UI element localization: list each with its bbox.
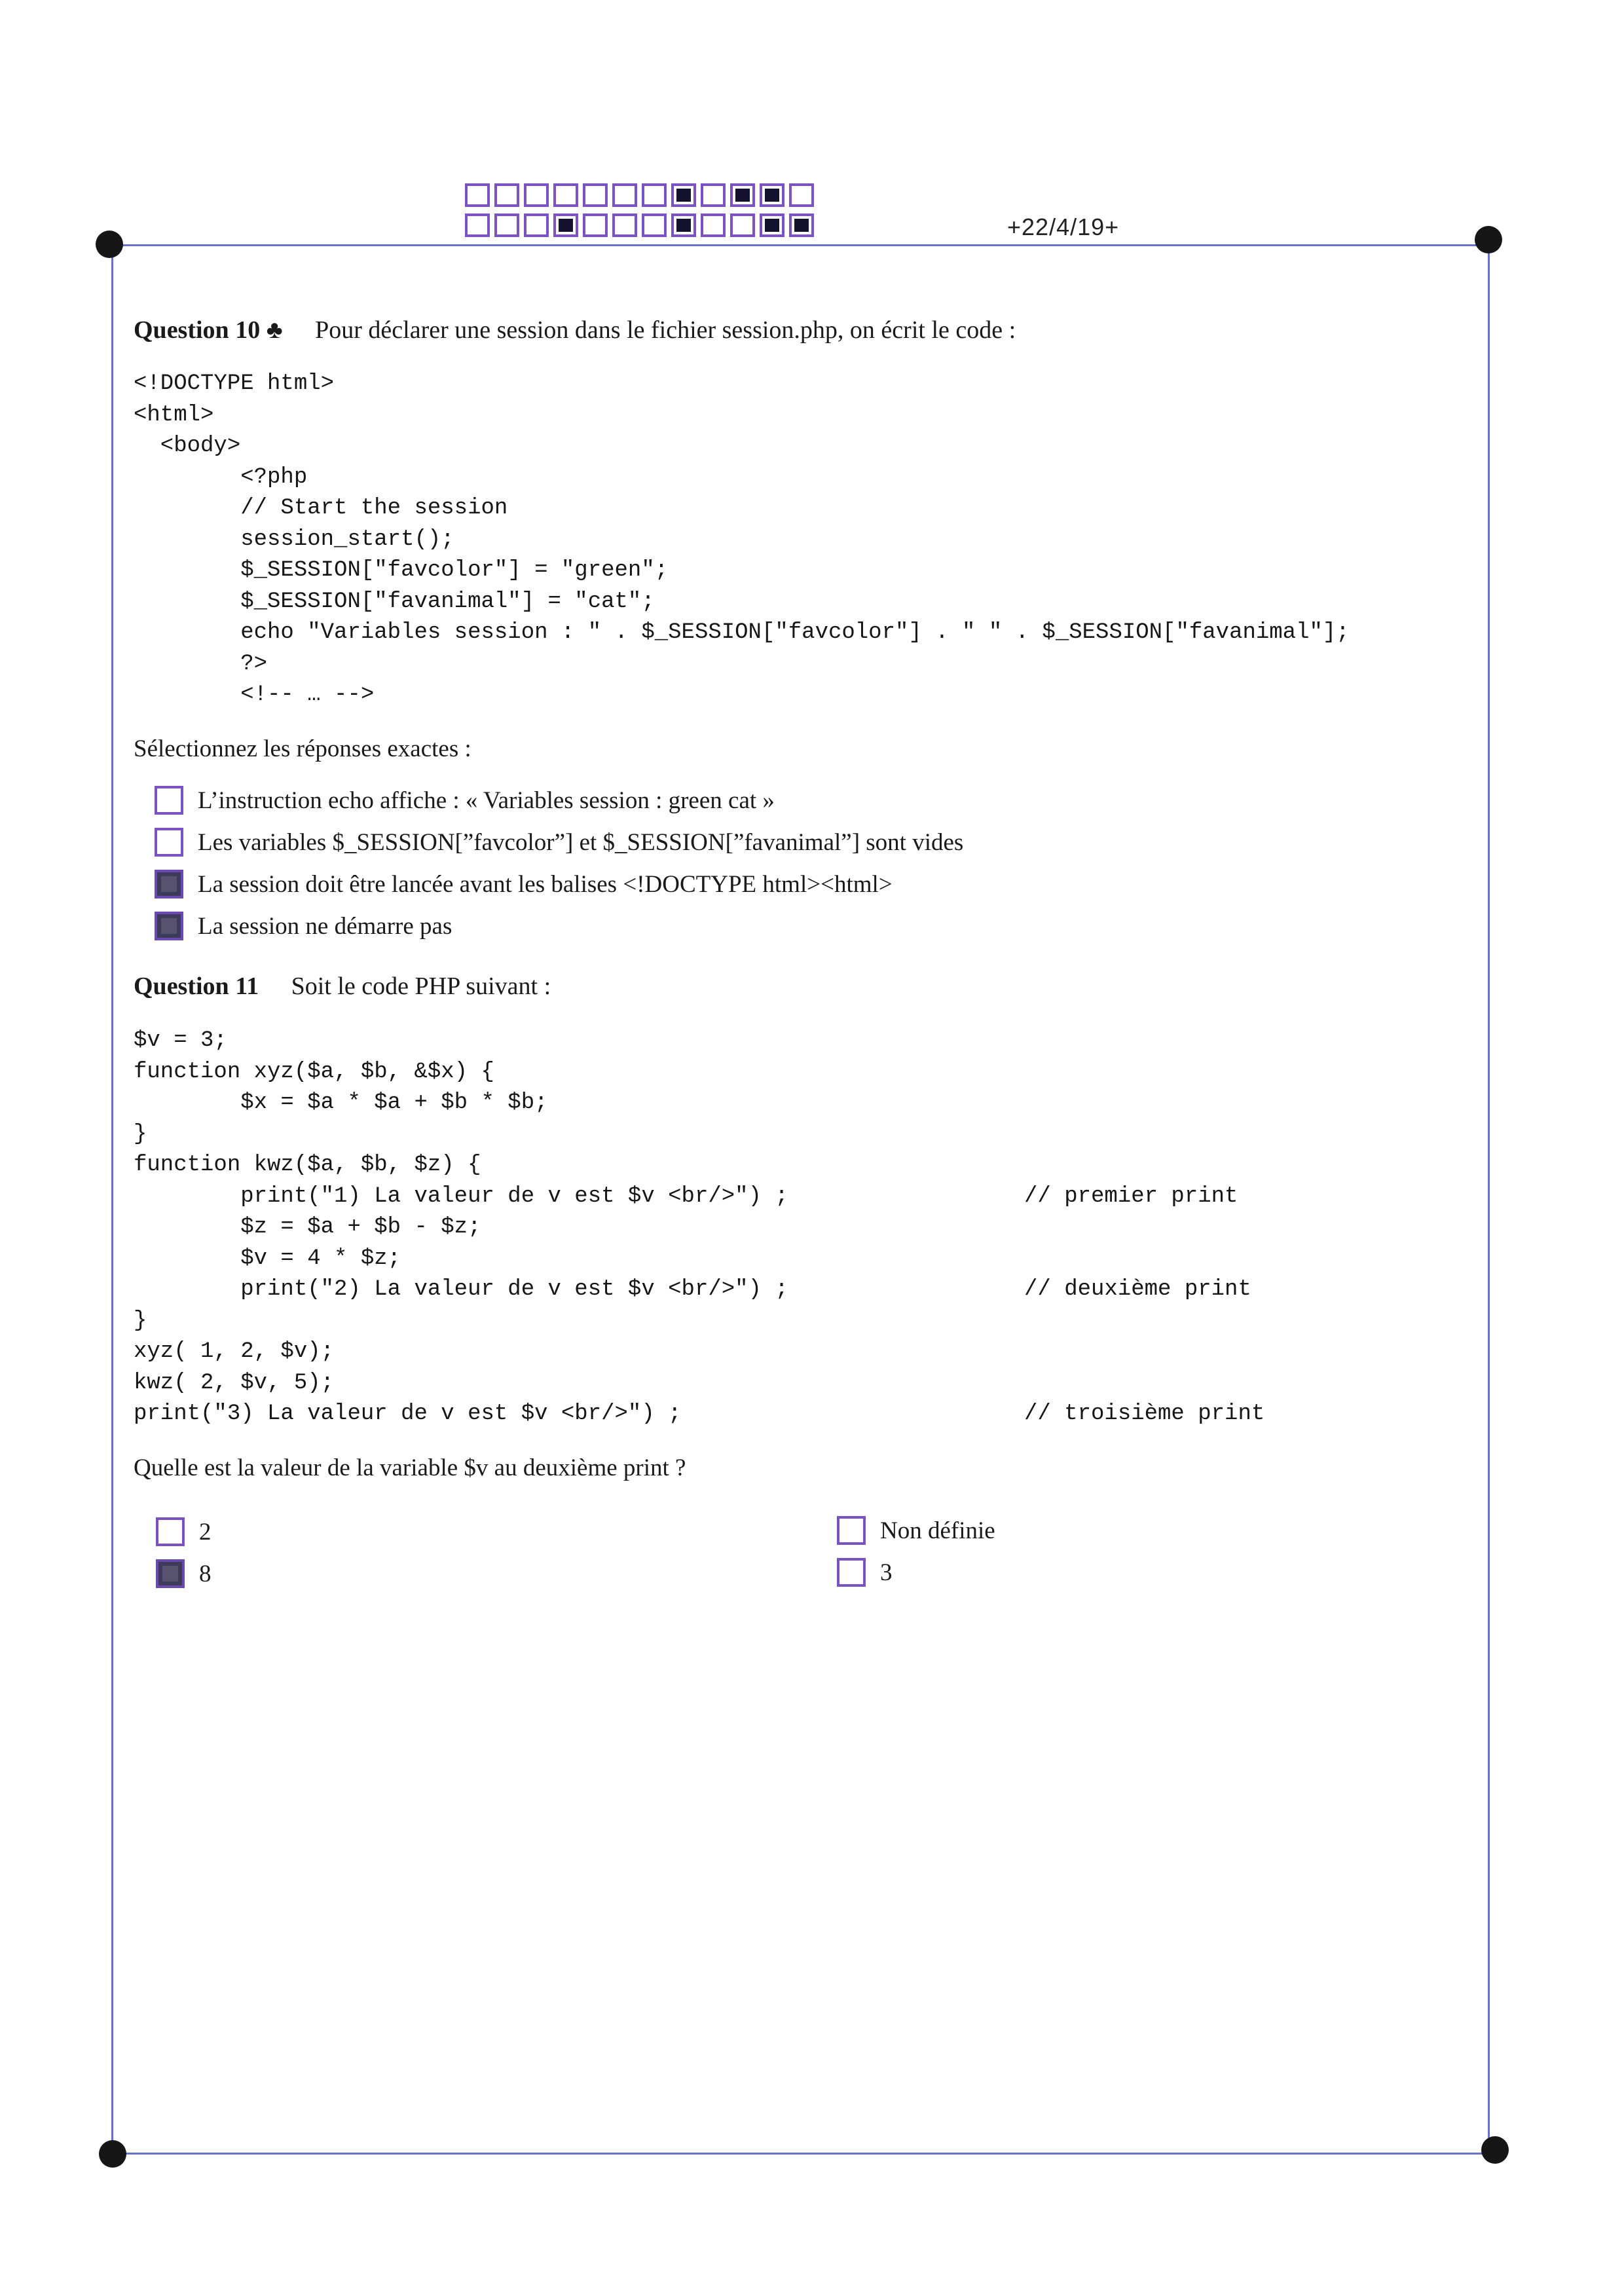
question-10-label: Question 10: [134, 316, 261, 344]
id-code-box: [612, 183, 637, 207]
code-text: }: [134, 1308, 147, 1333]
id-code-box: [612, 213, 637, 237]
id-code-box: [524, 183, 549, 207]
id-code-box: [789, 183, 814, 207]
corner-mark-top-right: [1475, 226, 1502, 253]
question-10-answer-1[interactable]: [155, 786, 775, 815]
question-11-answer-4[interactable]: [837, 1558, 893, 1587]
code-text: kwz( 2, $v, 5);: [134, 1370, 335, 1396]
question-11-answer-3[interactable]: [156, 1559, 212, 1588]
id-code-box: [760, 213, 784, 237]
code-line: [134, 1181, 1378, 1213]
code-line: [134, 1057, 1378, 1088]
code-line: [134, 1368, 1378, 1399]
id-code-box: [671, 213, 696, 237]
code-line: // Start the session: [134, 496, 508, 521]
id-code-box: [583, 183, 608, 207]
question-11-answer-1[interactable]: [156, 1517, 212, 1546]
id-code-box: [494, 183, 519, 207]
code-line: $_SESSION["favanimal"] = "cat";: [134, 589, 655, 614]
code-text: }: [134, 1121, 147, 1147]
id-code-box: [642, 213, 667, 237]
question-10-prompt: Sélectionnez les réponses exactes :: [134, 735, 471, 762]
id-code-box: [553, 213, 578, 237]
answer-checkbox[interactable]: [155, 912, 183, 940]
question-10-text: Pour déclarer une session dans le fichier session.php, on écrit le code :: [315, 316, 1016, 344]
code-text: $z = $a + $b - $z;: [134, 1215, 481, 1240]
id-code-box: [553, 183, 578, 207]
frame-left-line: [111, 244, 113, 2157]
id-code-box: [524, 213, 549, 237]
question-10-header: [134, 316, 1016, 344]
code-line: <!DOCTYPE html>: [134, 371, 335, 396]
id-code-box: [760, 183, 784, 207]
answer-label: Non définie: [880, 1517, 995, 1544]
answer-checkbox[interactable]: [155, 786, 183, 815]
frame-top-line: [109, 244, 1489, 246]
code-line: [134, 1244, 1378, 1275]
code-line: [134, 1150, 1378, 1181]
id-code-box: [701, 213, 726, 237]
code-text: xyz( 1, 2, $v);: [134, 1339, 335, 1364]
code-line: <!-- … -->: [134, 682, 375, 707]
code-line: $_SESSION["favcolor"] = "green";: [134, 558, 669, 583]
code-line: ?>: [134, 651, 268, 676]
code-comment: // deuxième print: [1024, 1277, 1251, 1302]
code-line: <body>: [134, 434, 241, 458]
code-text: print("2) La valeur de v est $v <br/>") ;: [134, 1277, 788, 1302]
answer-label: 3: [880, 1559, 893, 1586]
answer-label: L’instruction echo affiche : « Variables session : green cat »: [198, 787, 775, 814]
code-text: $x = $a * $a + $b * $b;: [134, 1090, 548, 1115]
question-11-prompt: Quelle est la valeur de la variable $v au deuxième print ?: [134, 1454, 686, 1481]
id-code-row-1: [465, 183, 819, 207]
code-comment: // premier print: [1024, 1183, 1238, 1209]
id-code-box: [465, 183, 490, 207]
answer-label: La session ne démarre pas: [198, 912, 452, 940]
code-line: [134, 1306, 1378, 1337]
code-line: [134, 1274, 1378, 1306]
frame-bottom-line: [111, 2153, 1492, 2155]
answer-checkbox[interactable]: [156, 1517, 185, 1546]
answer-label: Les variables $_SESSION[”favcolor”] et $_SESSION[”favanimal”] sont vides: [198, 828, 964, 856]
answer-label: La session doit être lancée avant les balises <!DOCTYPE html><html>: [198, 870, 893, 898]
question-11-label: Question 11: [134, 972, 259, 1000]
code-line: session_start();: [134, 527, 454, 552]
id-code-row-2: [465, 213, 819, 237]
code-line: echo "Variables session : " . $_SESSION["favcolor"] . " " . $_SESSION["favanimal"];: [134, 620, 1350, 645]
answer-checkbox[interactable]: [155, 828, 183, 857]
code-text: print("1) La valeur de v est $v <br/>") ;: [134, 1183, 788, 1209]
question-10-answer-3[interactable]: [155, 870, 893, 898]
corner-mark-bottom-right: [1481, 2136, 1509, 2164]
code-text: print("3) La valeur de v est $v <br/>") ;: [134, 1401, 682, 1426]
id-code-box: [671, 183, 696, 207]
question-10-answer-2[interactable]: [155, 828, 963, 857]
code-text: $v = 4 * $z;: [134, 1246, 401, 1271]
answer-checkbox[interactable]: [155, 870, 183, 898]
code-line: [134, 1026, 1378, 1057]
question-11-header: [134, 972, 551, 1001]
club-symbol-icon: ♣: [266, 316, 283, 344]
code-line: <?php: [134, 464, 308, 490]
id-code-box: [583, 213, 608, 237]
code-line: [134, 1088, 1378, 1119]
answer-checkbox[interactable]: [837, 1558, 866, 1587]
frame-right-line: [1488, 244, 1490, 2157]
code-line: <html>: [134, 402, 214, 428]
id-code-box: [730, 183, 755, 207]
corner-mark-bottom-left: [99, 2140, 126, 2168]
id-code-box: [701, 183, 726, 207]
code-line: [134, 1399, 1378, 1430]
question-10-answer-4[interactable]: [155, 912, 452, 940]
page-identifier: +22/4/19+: [1007, 213, 1120, 240]
id-code-box: [642, 183, 667, 207]
answer-label: 2: [199, 1518, 212, 1546]
id-code-box: [789, 213, 814, 237]
id-code-box: [494, 213, 519, 237]
question-10-code-block: [134, 369, 1350, 711]
question-11-answer-2[interactable]: [837, 1516, 995, 1545]
code-comment: // troisième print: [1024, 1401, 1265, 1426]
question-11-text: Soit le code PHP suivant :: [291, 972, 551, 1000]
code-text: function xyz($a, $b, &$x) {: [134, 1059, 494, 1084]
code-text: function kwz($a, $b, $z) {: [134, 1153, 481, 1177]
answer-checkbox[interactable]: [156, 1559, 185, 1588]
id-code-box: [730, 213, 755, 237]
code-line: [134, 1212, 1378, 1244]
id-code-box: [465, 213, 490, 237]
code-line: [134, 1337, 1378, 1368]
corner-mark-top-left: [96, 231, 123, 258]
answer-checkbox[interactable]: [837, 1516, 866, 1545]
question-11-code-block: [134, 1026, 1378, 1430]
code-text: $v = 3;: [134, 1028, 227, 1053]
answer-label: 8: [199, 1560, 212, 1587]
code-line: [134, 1119, 1378, 1151]
